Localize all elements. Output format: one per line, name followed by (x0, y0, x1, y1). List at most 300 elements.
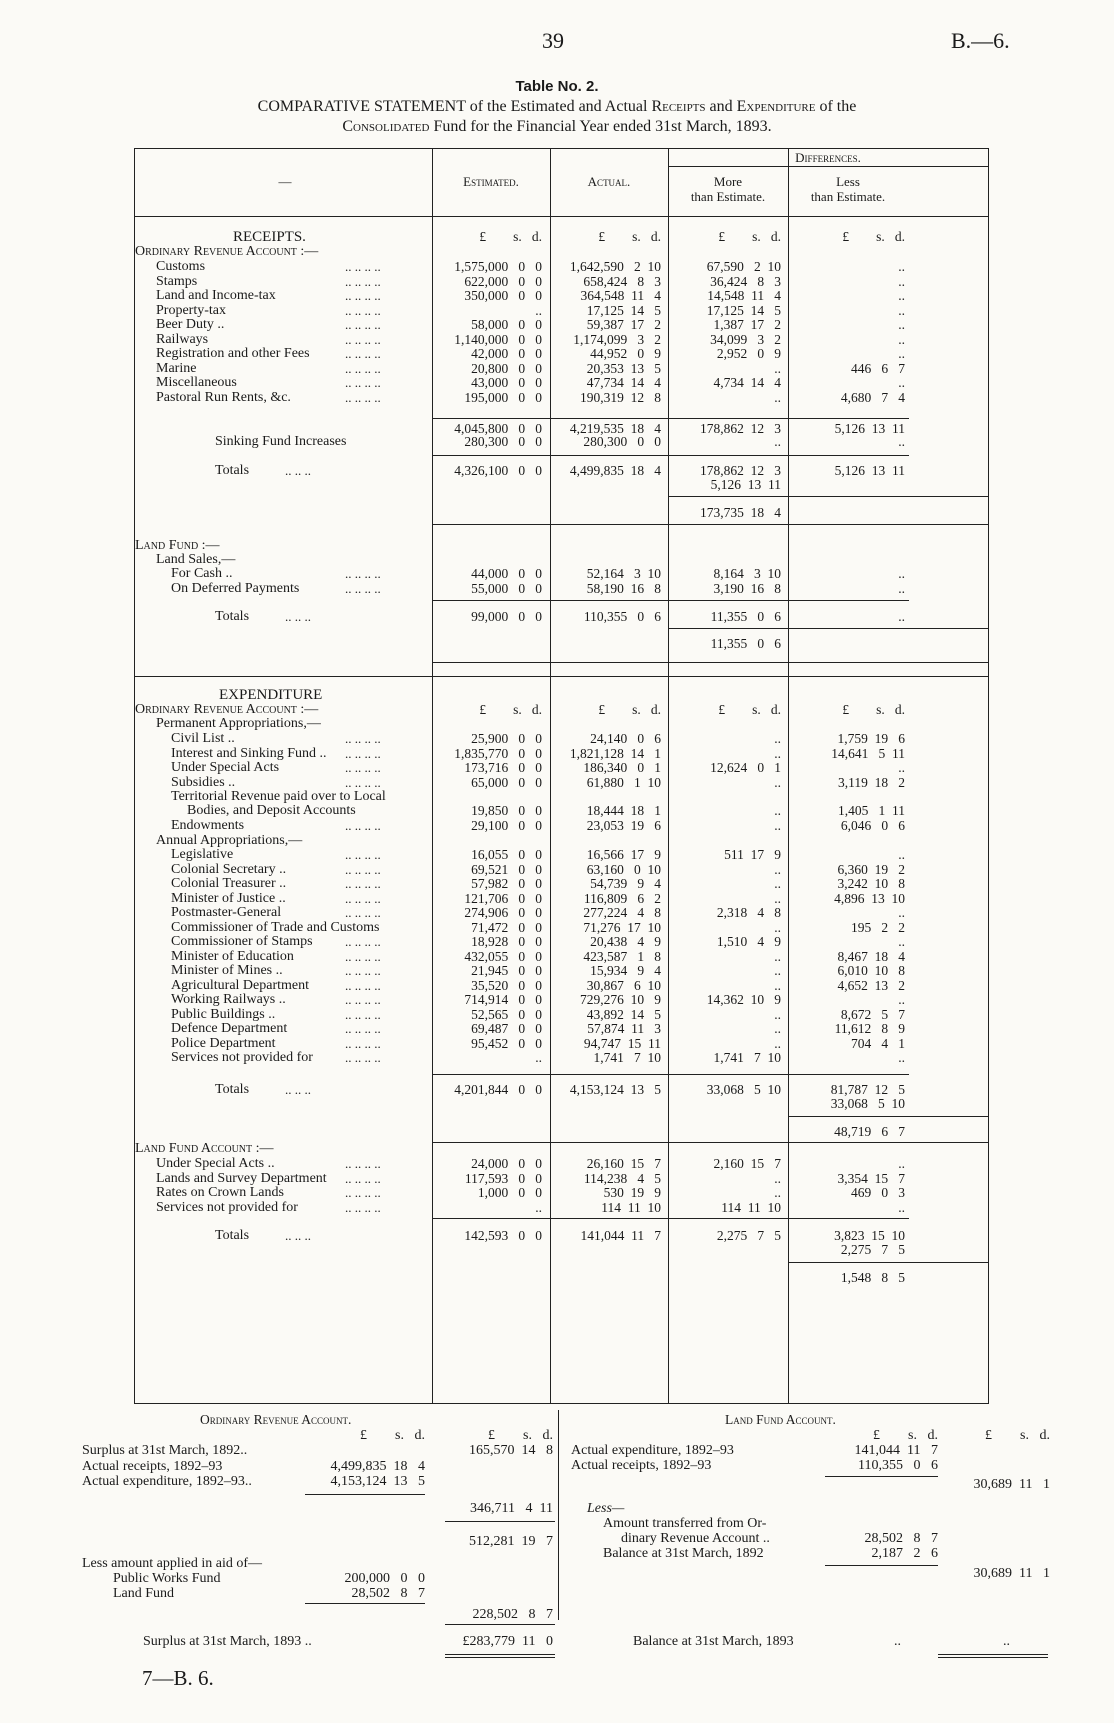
lfa-row-more: 114 11 10 (721, 1199, 781, 1215)
lfa-totals-label: Totals (215, 1228, 250, 1243)
land-row-less: .. (898, 566, 905, 581)
lfa-row-more: .. (774, 1185, 781, 1200)
receipt-row-less: .. (898, 259, 905, 274)
lfa-row-more: .. (774, 1170, 781, 1186)
expenditure-totals-less-2: 33,068 5 10 (830, 1096, 905, 1111)
annual-row-more: .. (774, 1021, 781, 1036)
header-actual: Actual. (587, 174, 631, 189)
title-line-1 (0, 98, 1114, 116)
page-number: 39 (542, 28, 564, 53)
receipt-row-act: 190,319 12 8 (580, 389, 661, 405)
receipts-net: 173,735 18 4 (700, 505, 781, 520)
summary-divider (558, 1410, 559, 1620)
receipt-row-more: 14,548 11 4 (707, 288, 781, 303)
annual-row-dots: .. .. .. .. (345, 1021, 381, 1036)
land-totals-dots: .. .. .. (285, 609, 311, 624)
lsd-header-est: £ s. d. (479, 229, 542, 244)
orda-receipts-value: 4,499,835 18 4 (330, 1459, 425, 1474)
annual-row-more: .. (774, 948, 781, 964)
lfa-row-act: 26,160 15 7 (586, 1156, 661, 1171)
perm-row-est: 173,716 0 0 (464, 760, 542, 775)
receipt-row-less: .. (898, 375, 905, 390)
receipts-subtotal-more: 178,862 12 3 (700, 421, 781, 436)
title-consolidated: Consolidated (342, 118, 430, 135)
differences-rule (668, 166, 988, 167)
annual-row-est: 69,521 0 0 (471, 861, 542, 877)
header-estimated: Estimated. (463, 174, 519, 189)
annual-row-dots: .. .. .. .. (345, 1050, 381, 1065)
lfa-rule-3 (938, 1654, 1048, 1655)
land-totals-less: .. (898, 609, 905, 624)
expenditure-heading: EXPENDITURE (219, 687, 323, 703)
lfa-amount-label-2: dinary Revenue Account .. (621, 1531, 770, 1546)
title-caps: COMPARATIVE STATEMENT (257, 98, 466, 115)
receipt-row-dots: .. .. .. .. (345, 389, 381, 405)
annual-row-more: 1,741 7 10 (713, 1050, 781, 1065)
header-more-1: More (713, 174, 743, 189)
lfa-row-dots: .. .. .. .. (345, 1185, 381, 1200)
annual-row-less: .. (898, 934, 905, 949)
orda-less-label: Less amount applied in aid of— (82, 1556, 263, 1571)
orda-rule-1 (305, 1494, 425, 1495)
annual-row-less: 195 2 2 (851, 919, 905, 935)
annual-row-est: 274,906 0 0 (464, 905, 542, 920)
annual-row-label: Commissioner of Trade and Customs (171, 919, 380, 935)
receipt-row-less: .. (898, 317, 905, 332)
annual-row-more: .. (774, 890, 781, 906)
lfa-totals-more: 2,275 7 5 (716, 1228, 781, 1243)
annual-row-label: Public Buildings .. (171, 1006, 276, 1022)
lfa-totals-less-2: 2,275 7 5 (840, 1242, 905, 1257)
annual-row-less: .. (898, 992, 905, 1007)
annual-row-less: 3,242 10 8 (837, 876, 905, 891)
lfa-difference-value: 30,689 11 1 (973, 1477, 1050, 1492)
receipt-row-dots: .. .. .. .. (345, 375, 381, 390)
land-totals-more: 11,355 0 6 (710, 609, 781, 624)
receipts-totals-dots: .. .. .. (285, 463, 311, 478)
annual-row-act: 20,438 4 9 (590, 934, 661, 949)
orda-surplus-1892-value: 165,570 14 8 (469, 1443, 553, 1458)
lfa-expenditure-label: Actual expenditure, 1892–93 (571, 1443, 734, 1458)
lfa-row-less: 3,354 15 7 (837, 1170, 905, 1186)
annual-row-more: .. (774, 919, 781, 935)
header-more (668, 174, 788, 204)
annual-row-dots: .. .. .. .. (345, 905, 381, 920)
endowments-less: 6,046 0 6 (840, 818, 905, 833)
receipt-row-act: 44,952 0 9 (590, 346, 661, 361)
lfa-balance-1893-value: .. (1003, 1634, 1010, 1649)
annual-row-dots: .. .. .. .. (345, 948, 381, 964)
receipt-row-dots: .. .. .. .. (345, 360, 381, 376)
annual-row-est: 69,487 0 0 (471, 1021, 542, 1036)
receipts-subtotal-less: 5,126 13 11 (834, 421, 905, 436)
receipts-totals-more: 178,862 12 3 (700, 463, 781, 478)
perm-row-act: 186,340 0 1 (583, 760, 661, 775)
lfa-balance-1893-label: Balance at 31st March, 1893 (633, 1634, 794, 1649)
title-mid: of the Estimated and Actual (465, 98, 652, 115)
title-rest: Fund for the Financial Year ended 31st March, 1893. (429, 118, 772, 135)
perm-row-more: .. (774, 774, 781, 790)
perm-row-act: 1,821,128 14 1 (569, 745, 661, 761)
lfa-row-act: 114 11 10 (601, 1199, 661, 1215)
lfa-totals-dots: .. .. .. (285, 1228, 311, 1243)
endowments-act: 23,053 19 6 (586, 818, 661, 833)
orda-rule-4 (445, 1624, 555, 1625)
lsd-header-act: £ s. d. (598, 229, 661, 244)
orda-rule-2 (445, 1521, 555, 1522)
receipts-totals-act: 4,499,835 18 4 (569, 463, 661, 478)
sinking-fund-est: 280,300 0 0 (464, 434, 542, 449)
section-divider (135, 676, 988, 677)
lfa-net-rule-top (788, 1262, 988, 1263)
receipt-row-more: 4,734 14 4 (713, 375, 781, 390)
annual-row-est: 52,565 0 0 (471, 1006, 542, 1022)
receipt-row-less: .. (898, 331, 905, 347)
annual-row-act: 16,566 17 9 (586, 847, 661, 862)
lfa-totals-rule (432, 1218, 909, 1219)
land-row-more: 8,164 3 10 (713, 566, 781, 581)
receipts-net-rule-bottom (432, 524, 988, 525)
receipt-row-more: 1,387 17 2 (713, 317, 781, 332)
orda-difference-value: 346,711 4 11 (470, 1501, 553, 1516)
land-row-est: 44,000 0 0 (471, 566, 542, 581)
expenditure-totals-dots: .. .. .. (285, 1082, 311, 1097)
table-number: Table No. 2. (515, 78, 599, 95)
lfa-row-label: Rates on Crown Lands (156, 1185, 284, 1200)
receipt-row-less: .. (898, 302, 905, 318)
lfa-expenditure-value: 141,044 11 7 (854, 1443, 938, 1458)
receipt-row-less: .. (898, 273, 905, 289)
lfa-row-less: 469 0 3 (851, 1185, 905, 1200)
receipt-row-more: 36,424 8 3 (710, 273, 781, 289)
receipts-totals-est: 4,326,100 0 0 (454, 463, 542, 478)
lfa-sum-value: 30,689 11 1 (973, 1566, 1050, 1581)
receipt-row-dots: .. .. .. .. (345, 288, 381, 303)
sinking-fund-label: Sinking Fund Increases (215, 434, 347, 449)
endowments-dots: .. .. .. .. (345, 818, 381, 833)
land-totals-est: 99,000 0 0 (471, 609, 542, 624)
receipt-row-more: .. (774, 360, 781, 376)
receipt-row-more: 2,952 0 9 (716, 346, 781, 361)
expenditure-totals-more: 33,068 5 10 (706, 1082, 781, 1097)
annual-row-less: 8,467 18 4 (837, 948, 905, 964)
receipt-row-label: Railways (156, 331, 209, 347)
receipts-subtotal-act: 4,219,535 18 4 (569, 421, 661, 436)
land-row-act: 58,190 16 8 (586, 580, 661, 596)
land-fund-label: Land Fund :— (135, 538, 220, 553)
annual-row-act: 63,160 0 10 (586, 861, 661, 877)
lfa-row-label: Services not provided for (156, 1199, 298, 1215)
receipts-totals-more-2: 5,126 13 11 (710, 477, 781, 492)
annual-row-label: Services not provided for (171, 1050, 313, 1065)
lfa-row-less: .. (898, 1156, 905, 1171)
expenditure-totals-est: 4,201,844 0 0 (454, 1082, 542, 1097)
receipts-totals-label: Totals (215, 463, 250, 478)
orda-lf-value: 28,502 8 7 (351, 1586, 425, 1601)
annual-row-dots: .. .. .. .. (345, 977, 381, 993)
receipts-heading: RECEIPTS. (233, 229, 306, 245)
receipt-row-est: 622,000 0 0 (464, 273, 542, 289)
lfa-balance-1892-value: 2,187 2 6 (871, 1546, 938, 1561)
title-line-2 (0, 118, 1114, 136)
lfa-row-dots: .. .. .. .. (345, 1156, 381, 1171)
annual-appropriations-label: Annual Appropriations,— (156, 833, 303, 848)
annual-row-label: Agricultural Department (171, 977, 310, 993)
header-more-2: than Estimate. (690, 189, 766, 204)
annual-row-label: Colonial Secretary .. (171, 861, 287, 877)
annual-row-dots: .. .. .. .. (345, 934, 381, 949)
col-rule-2 (550, 148, 551, 1403)
statement-table (134, 148, 989, 1404)
lfa-row-label: Under Special Acts .. (156, 1156, 275, 1171)
receipt-row-label: Property-tax (156, 302, 226, 318)
lfa-rule-4 (938, 1657, 1048, 1658)
annual-row-label: Colonial Treasurer .. (171, 876, 287, 891)
land-row-more: 3,190 16 8 (713, 580, 781, 596)
land-net: 11,355 0 6 (710, 636, 781, 651)
perm-row-act: 61,880 1 10 (586, 774, 661, 790)
orda-pwf-value: 200,000 0 0 (344, 1571, 425, 1586)
sinking-fund-more: .. (774, 434, 781, 449)
receipt-row-est: 42,000 0 0 (471, 346, 542, 361)
orda-pwf-label: Public Works Fund (113, 1571, 221, 1586)
receipt-row-act: 1,174,099 3 2 (573, 331, 661, 347)
annual-row-more: 511 17 9 (724, 847, 781, 862)
land-row-label: For Cash .. (171, 566, 233, 581)
receipt-row-less: .. (898, 346, 905, 361)
land-fund-account-label: Land Fund Account :— (135, 1141, 274, 1156)
orda-rule-5 (445, 1654, 555, 1655)
receipt-row-label: Land and Income-tax (156, 288, 276, 303)
lfa-row-dots: .. .. .. .. (345, 1199, 381, 1215)
lfa-amount-value: 28,502 8 7 (864, 1531, 938, 1546)
land-net-rule-bottom (432, 662, 988, 663)
annual-row-act: 43,892 14 5 (586, 1006, 661, 1022)
annual-row-act: 30,867 6 10 (586, 977, 661, 993)
receipt-row-dots: .. .. .. .. (345, 259, 381, 274)
title-end: of the (815, 98, 857, 115)
annual-row-act: 277,224 4 8 (583, 905, 661, 920)
territorial-more: .. (774, 803, 781, 818)
receipt-row-more: .. (774, 389, 781, 405)
expenditure-net-rule-top (788, 1116, 988, 1117)
lsd-header-less: £ s. d. (842, 702, 905, 717)
expenditure-net-rule-bottom (432, 1142, 988, 1143)
land-row-dots: .. .. .. .. (345, 566, 381, 581)
receipt-row-est: 1,140,000 0 0 (454, 331, 542, 347)
receipt-row-label: Customs (156, 259, 206, 274)
lfa-row-act: 530 19 9 (603, 1185, 661, 1200)
annual-row-dots: .. .. .. .. (345, 847, 381, 862)
receipt-row-label: Stamps (156, 273, 198, 289)
receipt-row-act: 1,642,590 2 10 (569, 259, 661, 274)
receipt-row-dots: .. .. .. .. (345, 273, 381, 289)
annual-row-act: 94,747 15 11 (583, 1035, 661, 1051)
orda-applied-value: 228,502 8 7 (472, 1607, 553, 1622)
receipt-row-est: 195,000 0 0 (464, 389, 542, 405)
annual-row-less: 704 4 1 (851, 1035, 905, 1051)
annual-row-label: Defence Department (171, 1021, 288, 1036)
territorial-est: 19,850 0 0 (471, 803, 542, 818)
annual-row-more: .. (774, 876, 781, 891)
annual-row-act: 57,874 11 3 (587, 1021, 661, 1036)
receipt-row-est: 43,000 0 0 (471, 375, 542, 390)
annual-row-less: 4,652 13 2 (837, 977, 905, 993)
annual-row-est: 21,945 0 0 (471, 963, 542, 978)
lfa-rule-1 (825, 1476, 938, 1477)
lfa-totals-less: 3,823 15 10 (834, 1228, 905, 1243)
lfa-lsd-2: £ s. d. (985, 1428, 1050, 1443)
annual-row-more: 1,510 4 9 (716, 934, 781, 949)
perm-row-more: .. (774, 745, 781, 761)
perm-row-est: 1,835,770 0 0 (454, 745, 542, 761)
sinking-fund-act: 280,300 0 0 (583, 434, 661, 449)
land-row-dots: .. .. .. .. (345, 580, 381, 596)
lfa-lsd-1: £ s. d. (873, 1428, 938, 1443)
receipt-row-label: Pastoral Run Rents, &c. (156, 389, 291, 405)
perm-row-more: 12,624 0 1 (710, 760, 781, 775)
permanent-appropriations-label: Permanent Appropriations,— (156, 716, 321, 731)
perm-row-label: Subsidies .. (171, 774, 236, 790)
annual-row-est: 16,055 0 0 (471, 847, 542, 862)
receipt-row-act: 364,548 11 4 (580, 288, 661, 303)
expenditure-totals-act: 4,153,124 13 5 (569, 1082, 661, 1097)
expenditure-totals-less: 81,787 12 5 (830, 1082, 905, 1097)
perm-row-label: Civil List .. (171, 731, 235, 746)
land-totals-label: Totals (215, 609, 250, 624)
title-expenditure: Expenditure (736, 98, 816, 115)
annual-row-label: Working Railways .. (171, 992, 286, 1007)
receipt-row-est: 1,575,000 0 0 (454, 259, 542, 274)
annual-row-label: Police Department (171, 1035, 276, 1051)
annual-row-label: Minister of Mines .. (171, 963, 283, 978)
lfa-row-less: .. (898, 1199, 905, 1215)
header-bottom-rule (135, 216, 988, 217)
receipt-row-more: 17,125 14 5 (706, 302, 781, 318)
territorial-less: 1,405 1 11 (838, 803, 905, 818)
annual-row-more: .. (774, 1035, 781, 1051)
annual-row-dots: .. .. .. .. (345, 876, 381, 891)
annual-row-act: 729,276 10 9 (580, 992, 661, 1007)
header-dash: — (278, 174, 292, 189)
receipt-row-act: 17,125 14 5 (586, 302, 661, 318)
orda-rule-3 (305, 1603, 425, 1604)
lfa-row-act: 114,238 4 5 (583, 1170, 661, 1186)
perm-row-less: 3,119 18 2 (838, 774, 905, 790)
annual-row-less: 6,010 10 8 (837, 963, 905, 978)
annual-row-act: 54,739 9 4 (590, 876, 661, 891)
receipt-row-act: 20,353 13 5 (586, 360, 661, 376)
annual-row-act: 1,741 7 10 (593, 1050, 661, 1065)
annual-row-less: 4,896 13 10 (834, 890, 905, 906)
annual-row-est: 71,472 0 0 (471, 919, 542, 935)
sinking-fund-less: .. (898, 434, 905, 449)
col-rule-3 (668, 148, 669, 1403)
endowments-label: Endowments (171, 818, 245, 833)
lfa-amount-label-1: Amount transferred from Or- (603, 1516, 767, 1531)
orda-summary-title: Ordinary Revenue Account. (200, 1412, 352, 1427)
annual-row-less: 6,360 19 2 (837, 861, 905, 877)
lfa-net: 1,548 8 5 (840, 1270, 905, 1285)
annual-row-label: Postmaster-General (171, 905, 282, 920)
receipts-subtotal-rule (432, 418, 909, 419)
receipt-row-label: Registration and other Fees (156, 346, 310, 361)
perm-row-less: .. (898, 760, 905, 775)
expenditure-totals-rule (432, 1074, 909, 1075)
lfa-row-est: 24,000 0 0 (471, 1156, 542, 1171)
receipt-row-less: .. (898, 288, 905, 303)
annual-row-est: 714,914 0 0 (464, 992, 542, 1007)
annual-row-label: Minister of Justice .. (171, 890, 286, 906)
expenditure-totals-label: Totals (215, 1082, 250, 1097)
annual-row-less: .. (898, 847, 905, 862)
col-rule-4 (788, 148, 789, 1403)
perm-row-est: 25,900 0 0 (471, 731, 542, 746)
orda-lsd-2: £ s. d. (488, 1428, 553, 1443)
receipt-row-label: Miscellaneous (156, 375, 237, 390)
land-sales-label: Land Sales,— (156, 552, 236, 567)
col-rule-1 (432, 148, 433, 1403)
receipt-row-dots: .. .. .. .. (345, 302, 381, 318)
perm-row-act: 24,140 0 6 (590, 731, 661, 746)
perm-row-label: Under Special Acts (171, 760, 280, 775)
lfa-row-dots: .. .. .. .. (345, 1170, 381, 1186)
title-receipts: Receipts (651, 98, 706, 115)
receipt-row-dots: .. .. .. .. (345, 317, 381, 332)
perm-row-dots: .. .. .. .. (345, 731, 381, 746)
orda-expenditure-value: 4,153,124 13 5 (330, 1474, 425, 1489)
perm-row-more: .. (774, 731, 781, 746)
annual-row-less: 11,612 8 9 (834, 1021, 905, 1036)
perm-row-less: 14,641 5 11 (831, 745, 905, 761)
annual-row-est: 35,520 0 0 (471, 977, 542, 993)
perm-row-dots: .. .. .. .. (345, 760, 381, 775)
land-row-label: On Deferred Payments (171, 580, 300, 596)
receipt-row-act: 658,424 8 3 (583, 273, 661, 289)
land-totals-rule (432, 600, 909, 601)
annual-row-est: 18,928 0 0 (471, 934, 542, 949)
receipts-totals-rule (432, 455, 909, 456)
annual-row-act: 116,809 6 2 (583, 890, 661, 906)
annual-row-less: .. (898, 905, 905, 920)
lfa-less-label: Less— (587, 1501, 625, 1516)
lfa-totals-est: 142,593 0 0 (464, 1228, 542, 1243)
receipt-row-est: 350,000 0 0 (464, 288, 542, 303)
annual-row-less: 8,672 5 7 (840, 1006, 905, 1022)
receipt-row-less: 446 6 7 (851, 360, 905, 376)
orda-surplus-1892-label: Surplus at 31st March, 1892.. (82, 1443, 248, 1458)
lfa-row-est: 117,593 0 0 (464, 1170, 542, 1186)
annual-row-act: 15,934 9 4 (590, 963, 661, 978)
receipt-row-label: Beer Duty .. (156, 317, 225, 332)
receipt-row-act: 59,387 17 2 (586, 317, 661, 332)
territorial-act: 18,444 18 1 (586, 803, 661, 818)
table-top-rule (135, 148, 988, 149)
annual-row-more: .. (774, 861, 781, 877)
annual-row-label: Minister of Education (171, 948, 294, 964)
orda-surplus-1893-label: Surplus at 31st March, 1893 .. (143, 1634, 312, 1649)
annual-row-act: 71,276 17 10 (583, 919, 661, 935)
receipt-row-more: 34,099 3 2 (710, 331, 781, 347)
annual-row-dots: .. .. .. .. (345, 1006, 381, 1022)
land-net-rule-top (668, 628, 988, 629)
annual-row-est: .. (535, 1050, 542, 1065)
receipts-subtotal-est: 4,045,800 0 0 (454, 421, 542, 436)
endowments-est: 29,100 0 0 (471, 818, 542, 833)
orda-lsd-1: £ s. d. (360, 1428, 425, 1443)
orda-receipts-label: Actual receipts, 1892–93 (82, 1459, 223, 1474)
land-row-less: .. (898, 580, 905, 596)
